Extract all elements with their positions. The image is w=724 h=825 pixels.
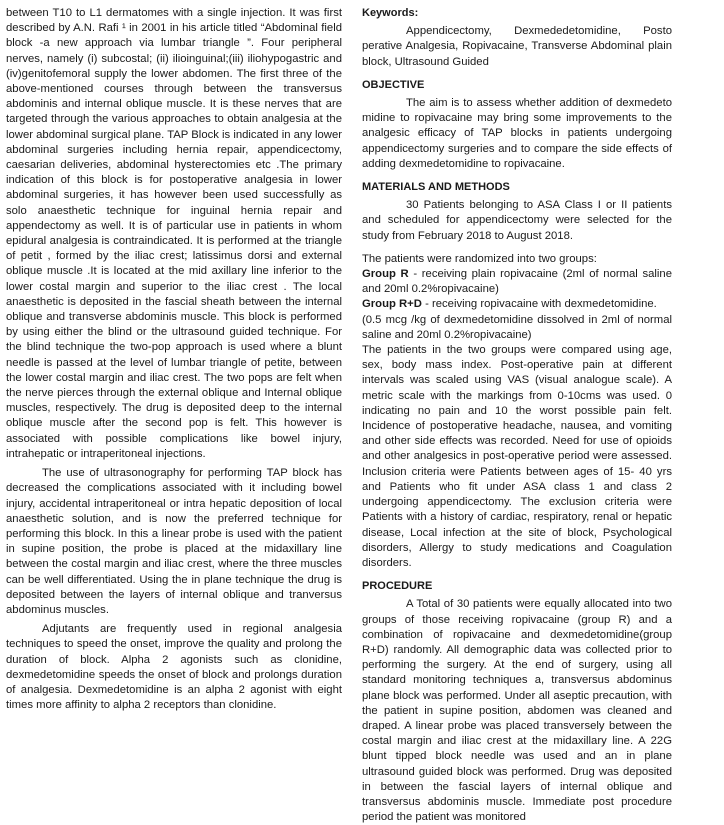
keywords-text: Appendicectomy, Dexmededetomidine, Posto perative Analgesia, Ropivacaine, Transverse Abdominal plain block, Ultrasound Guided (362, 25, 672, 68)
group-rd-description (362, 297, 672, 312)
procedure-heading: PROCEDURE (362, 580, 433, 593)
methods-text: 30 Patients belonging to ASA Class I or II patients and scheduled for appendicectomy were selected for the study from February 2018 to August 2018. (362, 199, 672, 242)
right-column (362, 6, 672, 825)
group-rd-label: Group R+D (362, 298, 422, 311)
keywords-heading: Keywords: (362, 7, 419, 19)
left-column (6, 6, 342, 713)
procedure-text: A Total of 30 patients were equally allocated into two groups of those receiving ropivacaine (group R) and a combination of ropivacaine and dexmedetomidine(group R+D) randomly. All demographic data was collected prior to performing the surgery. At the end of surgery, using all standard monitoring techniques a, transversus abdominus plane block was performed. Under all aseptic precaution, with the patient in supine position, abdomen was cleaned and draped. A linear probe was placed transversely between the costal margin and iliac crest at the midaxillary line. A 22G blunt tipped block needle was used and an in plane ultrasound guided block was performed. Drug was deposited in between the fascial layers of internal oblique and transversus abdominis muscle. Immediate post procedure period the patient was monitored (362, 598, 672, 824)
randomized-text: The patients were randomized into two groups: (362, 252, 597, 265)
group-r-text: - receiving plain ropivacaine (2ml of normal saline and 20ml 0.2%ropivacaine) (362, 268, 672, 296)
body-paragraph-adjutants: Adjutants are frequently used in regional analgesia techniques to speed the onset, improve the quality and prolong the duration of block. Alpha 2 agonists such as clonidine, dexmedetomidine speeds the onset of block and prolongs duration of analgesia. Dexmedetomidine is an alpha 2 agonist with eight times more affinity to alpha 2 receptors than clonidine. (6, 623, 342, 712)
body-paragraph-ultrasonography: The use of ultrasonography for performing TAP block has decreased the complications associated with it including bowel injury, accidental intraperitoneal or intra hepatic deposition of local anaesthetic solution, and is now the preferred technique for performing this block. In this a linear probe is used with the patient in supine position, the probe is placed at the midaxillary line between the costal margin and iliac crest, where the three muscles can be well differentiated. Using the in plane technique the drug is deposited between the layers of internal oblique and tranversus abdominus muscles. (6, 467, 342, 616)
body-paragraph-tap-block: between T10 to L1 dermatomes with a single injection. It was first described by A.N. Rafi ¹ in 2001 in his article titled “Abdominal field block -a new approach via lumbar triangle ”. Four peripheral nerves, namely (i) subcostal; (ii) ilioinguinal;(iii) iliohypogastric and (iv)genitofemoral supply the lower abdomen. The first three of the above-mentioned courses through between the transversus abdominis and internal oblique muscle. It is these nerves that are targeted through the various approaches to obtain analgesia at the lower abdominal surgical plane. TAP Block is indicated in any lower abdominal surgeries including hernia repair, appendicectomy, caesarian deliveries, abdominal hysterectomies etc .The primary indication of this block is for postoperative analgesia in lower abdominal surgeries, it has however been used successfully as solo anaesthetic technique for inguinal hernia repair and appendectomy as well. It is of particular use in patients in whom epidural analgesia is contraindicated. It is performed at the triangle of petit , formed by the iliac crest; latissimus dorsi and external oblique muscle .It is located at the mid axillary line inferior to the lower costal margin and superior to the iliac crest . The local anaesthetic is deposited in the fascial sheath between the internal oblique and transverse abdominis muscle. This block is performed by using either the blind or the ultrasound guided technique. For the blind technique the two-pop approach is used where a blunt needle is passed at the level of lumbar triangle of petite, between the lower costal margin and iliac crest. The two pops are felt when the nerve pierces through the external oblique and Internal oblique muscles, respectively. The drug is deposited deep to the internal oblique muscle after the second pop is felt. This however is associated with possible complications like bowel injury, intrahepatic or intraperitoneal injections. (6, 7, 342, 460)
objective-text: The aim is to assess whether addition of dexmedeto midine to ropivacaine may bring some improvements to the analgesic efficacy of TAP blocks in patients undergoing appendicectomy surgeries and to compare the side effects of adding dexmedetomidine to ropivacaine. (362, 97, 672, 170)
objective-heading: OBJECTIVE (362, 78, 425, 91)
methods-heading: MATERIALS AND METHODS (362, 181, 510, 194)
group-r-label: Group R (362, 268, 409, 281)
group-rd-text: - receiving ropivacaine with dexmedetomidine. (421, 298, 657, 311)
comparison-text: The patients in the two groups were compared using age, sex, body mass index. Post-operative pain at different intervals was scaled using VAS (visual analogue scale). A metric scale with the markings from 0-10cms was used. 0 indicating no pain and 10 the worst possible pain felt. Incidence of postoperative headache, nausea, and vomiting and other side effects was recorded. Need for use of opioids and other analgesics in post-operative period were assessed. Inclusion criteria were Patients between ages of 15- 40 yrs and Patients who fit under ASA class 1 and class 2 undergoing appendicectomy. The exclusion criteria were Patients with a history of cardiac, respiratory, renal or hepatic disease, Local infection at the site of block, Psychological disorders, Allergy to study medications and Coagulation disorders. (362, 344, 672, 569)
group-r-description (362, 267, 672, 297)
group-rd-dose: (0.5 mcg /kg of dexmedetomidine dissolved in 2ml of normal saline and 20ml 0.2%ropivacaine) (362, 313, 672, 341)
